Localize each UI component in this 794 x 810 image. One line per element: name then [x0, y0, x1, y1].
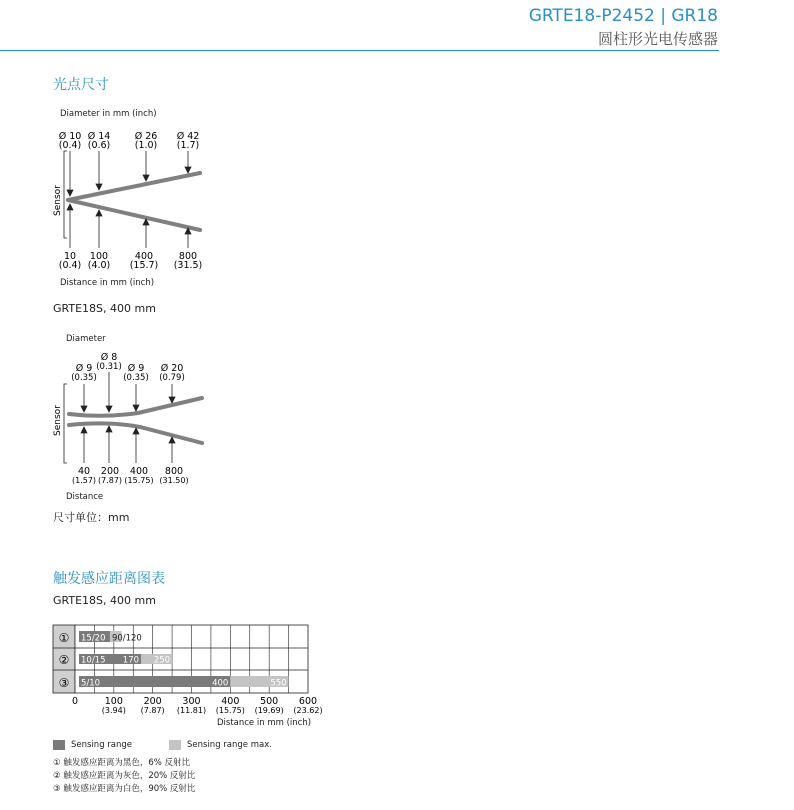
chart2-sensor-label: Sensor [53, 405, 63, 436]
note-3: ③ 触发感应距离为白色，90% 反射比 [53, 784, 196, 794]
range-bar-sensing-3 [79, 676, 230, 687]
product-title: GRTE18-P2452 | GR18 [528, 6, 718, 26]
chart2-dist-2: 400 [129, 466, 149, 477]
chart2-dist-3-inch: (31.50) [159, 476, 189, 485]
legend-swatch-sensing [53, 740, 65, 750]
chart1-dist-0: 10 [63, 251, 77, 262]
range-tick-label: 300 [182, 696, 201, 707]
chart2-dist-3: 800 [164, 466, 184, 477]
chart2-diam-1-inch: (0.31) [96, 362, 122, 372]
chart1-diam-2: Ø 26 [134, 131, 158, 142]
chart1-diam-0: Ø 10 [58, 131, 82, 142]
note-2: ② 触发感应距离为灰色，20% 反射比 [53, 771, 196, 781]
chart1-sensor-bracket [64, 151, 67, 238]
chart1-beam-upper [68, 173, 200, 200]
range-tick-inch-label: (23.62) [293, 706, 323, 715]
range-bar-min-label-1: 15/20 [81, 633, 106, 644]
chart2-ylabel: Diameter [66, 334, 106, 344]
range-tick-inch-label: (7.87) [140, 706, 165, 715]
chart1-dist-0-inch: (0.4) [58, 260, 82, 271]
legend-swatch-max [169, 740, 181, 750]
chart1-dist-2: 400 [134, 251, 154, 262]
legend-label-sensing: Sensing range [71, 740, 133, 750]
chart1-sensor-label: Sensor [53, 185, 63, 216]
chart1-ylabel: Diameter in mm (inch) [60, 109, 157, 119]
chart1-dist-3: 800 [178, 251, 198, 262]
chart2-diam-3: Ø 20 [160, 363, 184, 374]
range-tick-label: 200 [143, 696, 162, 707]
range-cat-2: ② [58, 653, 70, 667]
chart2-caption: GRTE18S, 400 mm [53, 302, 156, 315]
range-tick-label: 100 [104, 696, 123, 707]
range-bar-label-1: 90/120 [111, 633, 142, 644]
chart1-diam-1: Ø 14 [87, 131, 111, 142]
product-subtitle: 圆柱形光电传感器 [597, 30, 718, 48]
chart2-xlabel: Distance [66, 492, 104, 502]
range-bar-min-label-2: 10/15 [81, 655, 106, 666]
header-divider [0, 50, 719, 51]
chart2-diam-2-inch: (0.35) [123, 373, 149, 383]
chart2-diam-0: Ø 9 [75, 363, 93, 374]
chart2-diam-3-inch: (0.79) [159, 373, 185, 383]
range-tick-inch-label: (3.94) [101, 706, 126, 715]
chart1-diam-2-inch: (1.0) [134, 140, 158, 151]
chart2-dist-2-inch: (15.75) [124, 476, 154, 485]
range-bar-sensing-label-2: 170 [122, 655, 140, 666]
spot-size-title: 光点尺寸 [53, 77, 109, 93]
spot-chart-1 [48, 126, 218, 272]
chart1-dist-1-inch: (4.0) [87, 260, 111, 271]
chart2-dist-0: 40 [77, 466, 91, 477]
sensing-range-title: 触发感应距离图表 [53, 571, 165, 587]
chart2-dist-0-inch: (1.57) [71, 476, 97, 485]
range-tick-label: 0 [71, 696, 79, 707]
range-tick-inch-label: (15.75) [215, 706, 245, 715]
range-caption: GRTE18S, 400 mm [53, 594, 156, 607]
note-1: ① 触发感应距离为黑色，6% 反射比 [53, 758, 191, 768]
chart1-diam-3: Ø 42 [176, 131, 200, 142]
range-bar-min-label-3: 5/10 [81, 678, 101, 689]
range-tick-inch-label: (11.81) [176, 706, 207, 715]
chart2-dist-1: 200 [100, 466, 120, 477]
range-bar-max-label-2: 250 [153, 655, 171, 666]
chart1-diam-3-inch: (1.7) [176, 140, 200, 151]
chart2-dist-1-inch: (7.87) [97, 476, 123, 485]
chart1-dist-2-inch: (15.7) [129, 260, 159, 271]
range-cat-3: ③ [58, 676, 70, 690]
range-tick-inch-label: (19.69) [254, 706, 284, 715]
range-bar-max-label-3: 550 [270, 678, 287, 689]
chart1-xlabel: Distance in mm (inch) [60, 278, 155, 288]
chart2-diam-2: Ø 9 [127, 363, 145, 374]
range-tick-label: 600 [298, 696, 318, 707]
chart1-beam-lower [68, 200, 200, 230]
chart2-diam-1: Ø 8 [100, 352, 118, 363]
range-bar-sensing-label-3: 400 [212, 678, 229, 689]
sensing-range-chart [50, 622, 340, 732]
chart2-diam-0-inch: (0.35) [71, 373, 97, 383]
legend-label-max: Sensing range max. [187, 740, 272, 750]
chart1-diam-1-inch: (0.6) [87, 140, 111, 151]
spot-chart-2 [48, 348, 218, 488]
range-tick-label: 500 [260, 696, 279, 707]
chart1-dist-1: 100 [89, 251, 109, 262]
range-xlabel: Distance in mm (inch) [217, 718, 312, 728]
chart1-dist-3-inch: (31.5) [173, 260, 203, 271]
chart1-diam-0-inch: (0.4) [58, 140, 82, 151]
chart2-sensor-bracket [64, 384, 67, 463]
range-cat-1: ① [58, 631, 70, 645]
range-tick-label: 400 [221, 696, 240, 707]
units-note: 尺寸单位：mm [53, 511, 130, 524]
